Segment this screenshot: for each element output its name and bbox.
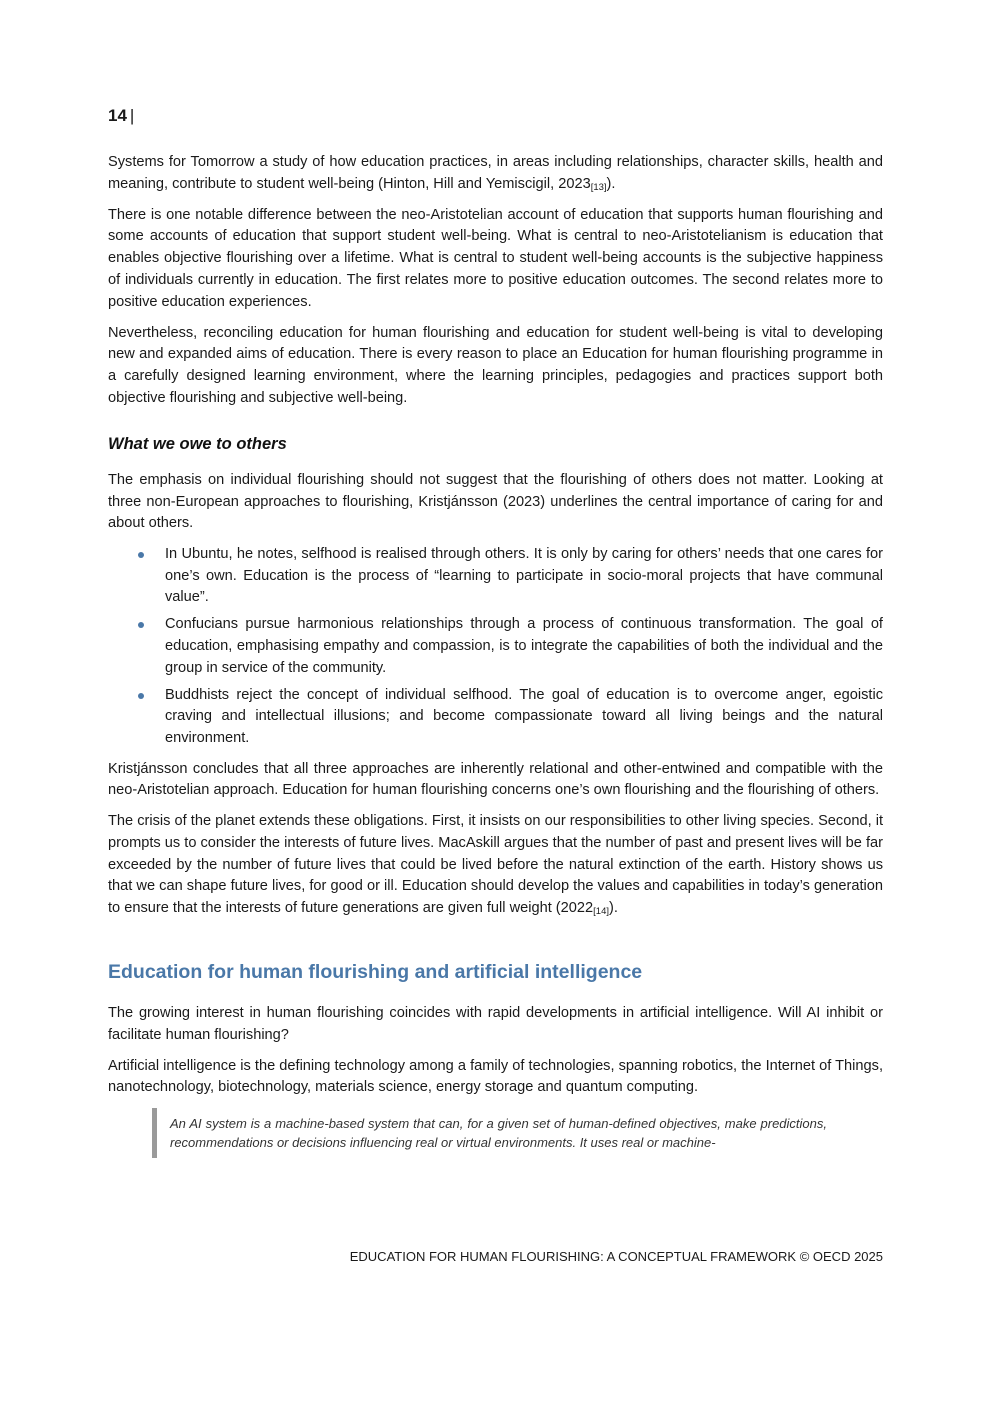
citation-ref-14[interactable]: [14] (593, 906, 609, 918)
list-item-text: Buddhists reject the concept of individual selfhood. The goal of education is to overcome anger, egoistic craving and intellectual illusions; and become compassionate toward all living beings and the natural environment. (165, 686, 883, 746)
page-number-value: 14 (108, 106, 127, 125)
paragraph-text: The crisis of the planet extends these obligations. First, it insists on our responsibilities to other living species. Second, it prompts us to consider the interests of future lives. MacAskill argues that the number of past and present lives will be far exceeded by the number of future lives that could be lived before the natural extinction of the earth. History shows us that we can shape future lives, for good or ill. Education should develop the values and capabilities in today’s generation to ensure that the interests of future generations are given full weight (2022 (108, 813, 883, 917)
heading-education-and-ai: Education for human flourishing and artificial intelligence (108, 961, 643, 984)
paragraph-text: Systems for Tomorrow a study of how education practices, in areas including relationships, character skills, health and meaning, contribute to student well-being (Hinton, Hill and Yemiscigil, 2023 (108, 154, 883, 192)
paragraph-defining-technology: Artificial intelligence is the defining technology among a family of technologies, spanning robotics, the Internet of Things, nanotechnology, biotechnology, materials science, energy storage and quantum computing. (108, 1057, 883, 1096)
list-item-text: In Ubuntu, he notes, selfhood is realised through others. It is only by caring for others’ needs that one cares for one’s own. Education is the process of “learning to participate in socio-moral projects that have communal value”. (165, 546, 883, 606)
paragraph-growing-interest: The growing interest in human flourishing coincides with rapid developments in artificial intelligence. Will AI inhibit or facilitate human flourishing? (108, 1005, 883, 1043)
page-number-separator: | (129, 106, 135, 125)
paragraph-end: ). (609, 900, 618, 917)
list-item-text: Confucians pursue harmonious relationships through a process of continuous transformation. The goal of education, emphasising empathy and compassion, is to integrate the capabilities of both the individual and the group in service of the community. (165, 616, 883, 676)
page-number (108, 104, 134, 128)
paragraph-nevertheless: Nevertheless, reconciling education for human flourishing and education for student well-being is vital to developing new and expanded aims of education. There is every reason to place an Education for human flourishing programme in a carefully designed learning environment, where the learning principles, pedagogies and practices support both objective flourishing and subjective well-being. (108, 324, 883, 406)
list-item-buddhists (108, 685, 883, 750)
ai-definition-quote (152, 1108, 883, 1158)
paragraph-emphasis: The emphasis on individual flourishing should not suggest that the flourishing of others does not matter. Looking at three non-European approaches to flourishing, Kristjánsson (2023) underlines the central importance of caring for and about others. (108, 471, 883, 532)
bullet-icon (138, 622, 144, 628)
approaches-list (108, 544, 883, 749)
page-footer: EDUCATION FOR HUMAN FLOURISHING: A CONCEPTUAL FRAMEWORK © OECD 2025 (349, 1249, 883, 1264)
heading-what-we-owe-to-others: What we owe to others (108, 434, 287, 453)
paragraph-end: ). (606, 175, 616, 192)
bullet-icon (138, 552, 144, 558)
paragraph-kristjansson-concludes: Kristjánsson concludes that all three approaches are inherently relational and other-entwined and compatible with the neo-Aristotelian approach. Education for human flourishing concerns one’s own flourishing and the flourishing of others. (108, 760, 883, 799)
quote-text: An AI system is a machine-based system that can, for a given set of human-defined objectives, make predictions, recommendations or decisions influencing real or virtual environments. It uses real or machine- (170, 1116, 827, 1151)
page-content (108, 152, 883, 1158)
citation-ref-13[interactable]: [13] (590, 181, 607, 193)
paragraph-systems-for-tomorrow (108, 152, 883, 196)
paragraph-crisis-of-planet (108, 811, 883, 920)
paragraph-notable-difference: There is one notable difference between the neo-Aristotelian account of education that supports human flourishing and some accounts of education that support student well-being. What is central to neo-Aristotelianism is education that enables objective flourishing over a lifetime. What is central to student well-being accounts is the subjective happiness of individuals currently in education. The first relates more to positive education outcomes. The second relates more to positive education experiences. (108, 206, 883, 310)
list-item-ubuntu (108, 544, 883, 609)
list-item-confucians (108, 614, 883, 679)
bullet-icon (138, 693, 144, 699)
